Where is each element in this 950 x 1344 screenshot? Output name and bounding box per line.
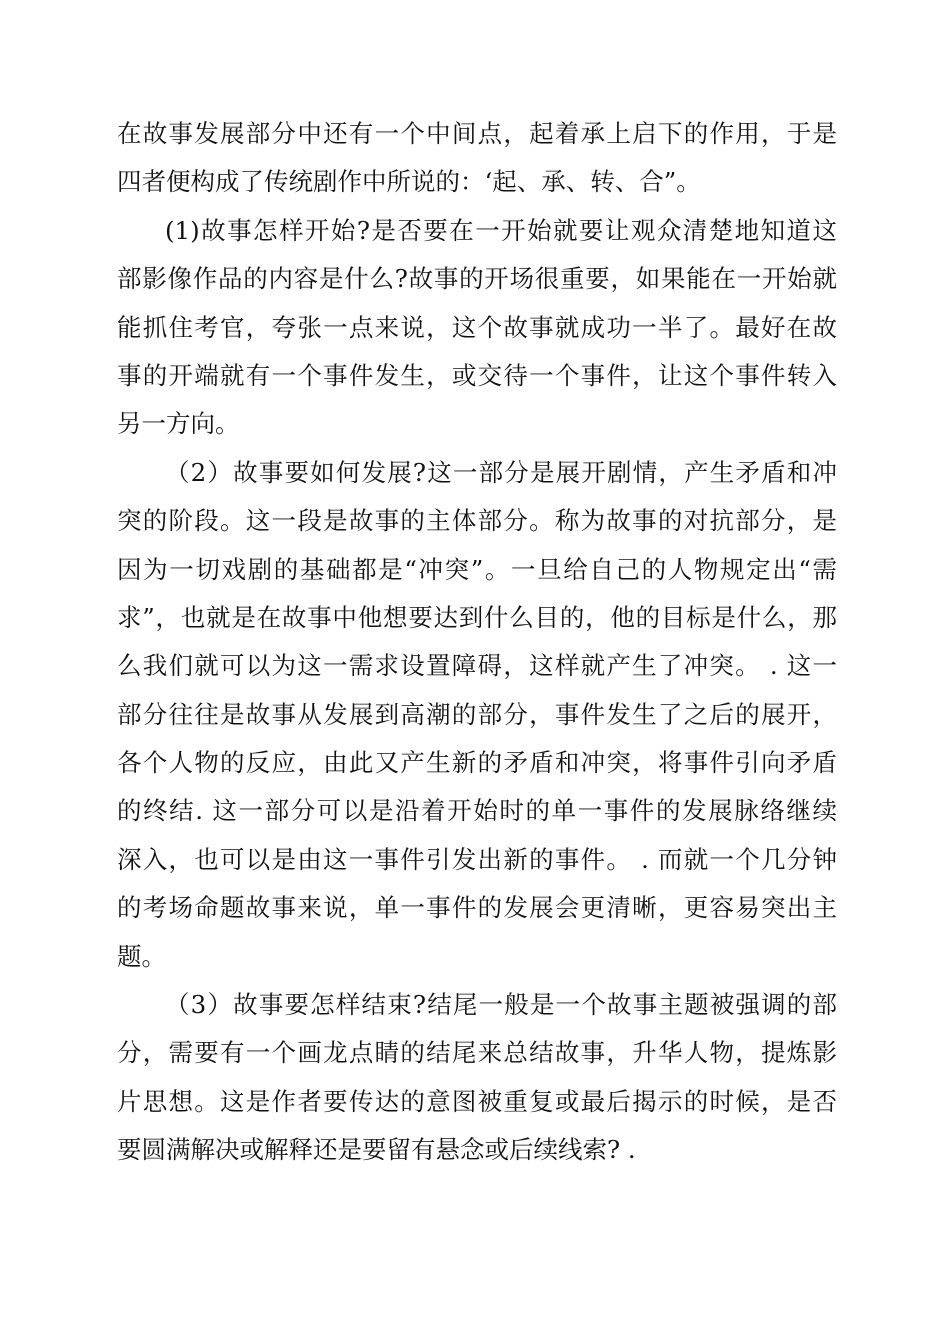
- text-line: (1)故事怎样开始?是否要在一开始就要让观众清楚地知道这: [165, 215, 837, 245]
- paragraph-ending: [117, 981, 837, 1175]
- text-line: 的考场命题故事来说，单一事件的发展会更清晰，更容易突出主: [117, 893, 837, 923]
- text-line: 要圆满解决或解释还是要留有悬念或后续线索? .: [117, 1135, 636, 1165]
- text-line: 在故事发展部分中还有一个中间点，起着承上启下的作用，于是: [117, 119, 837, 148]
- text-line: 事的开端就有一个事件发生，或交待一个事件，让这个事件转入: [117, 360, 837, 390]
- text-line: 题。: [117, 941, 166, 971]
- text-line: （3）故事要怎样结束?结尾一般是一个故事主题被强调的部: [165, 990, 837, 1020]
- text-line: 求”，也就是在故事中他想要达到什么目的，他的目标是什么，那: [117, 602, 837, 632]
- paragraph-beginning: [117, 207, 837, 449]
- text-line: 另一方向。: [117, 409, 240, 439]
- text-line: 部分往往是故事从发展到高潮的部分，事件发生了之后的展开，: [117, 699, 837, 729]
- paragraph-intro: [117, 110, 837, 207]
- text-line: 片思想。这是作者要传达的意图被重复或最后揭示的时候，是否: [117, 1086, 837, 1116]
- text-line: 突的阶段。这一段是故事的主体部分。称为故事的对抗部分，是: [117, 506, 837, 536]
- text-line: 各个人物的反应，由此又产生新的矛盾和冲突，将事件引向矛盾: [117, 748, 837, 778]
- text-line: 的终结. 这一部分可以是沿着开始时的单一事件的发展脉络继续: [117, 796, 837, 826]
- text-line: （2）故事要如何发展?这一部分是展开剧情，产生矛盾和冲: [165, 457, 837, 487]
- text-line: 分，需要有一个画龙点睛的结尾来总结故事，升华人物，提炼影: [117, 1038, 837, 1068]
- text-line: 能抓住考官，夸张一点来说，这个故事就成功一半了。最好在故: [117, 312, 837, 342]
- document-body: [117, 110, 837, 1175]
- paragraph-development: [117, 449, 837, 981]
- text-line: 么我们就可以为这一需求设置障碍，这样就产生了冲突。 . 这一: [117, 651, 837, 681]
- text-line: 因为一切戏剧的基础都是“冲突”。一旦给自己的人物规定出“需: [117, 554, 837, 584]
- text-line: 部影像作品的内容是什么?故事的开场很重要，如果能在一开始就: [117, 264, 837, 294]
- text-line: 四者便构成了传统剧作中所说的：‘起、承、转、合”。: [117, 167, 701, 197]
- text-line: 深入，也可以是由这一事件引发出新的事件。 . 而就一个几分钟: [117, 844, 837, 874]
